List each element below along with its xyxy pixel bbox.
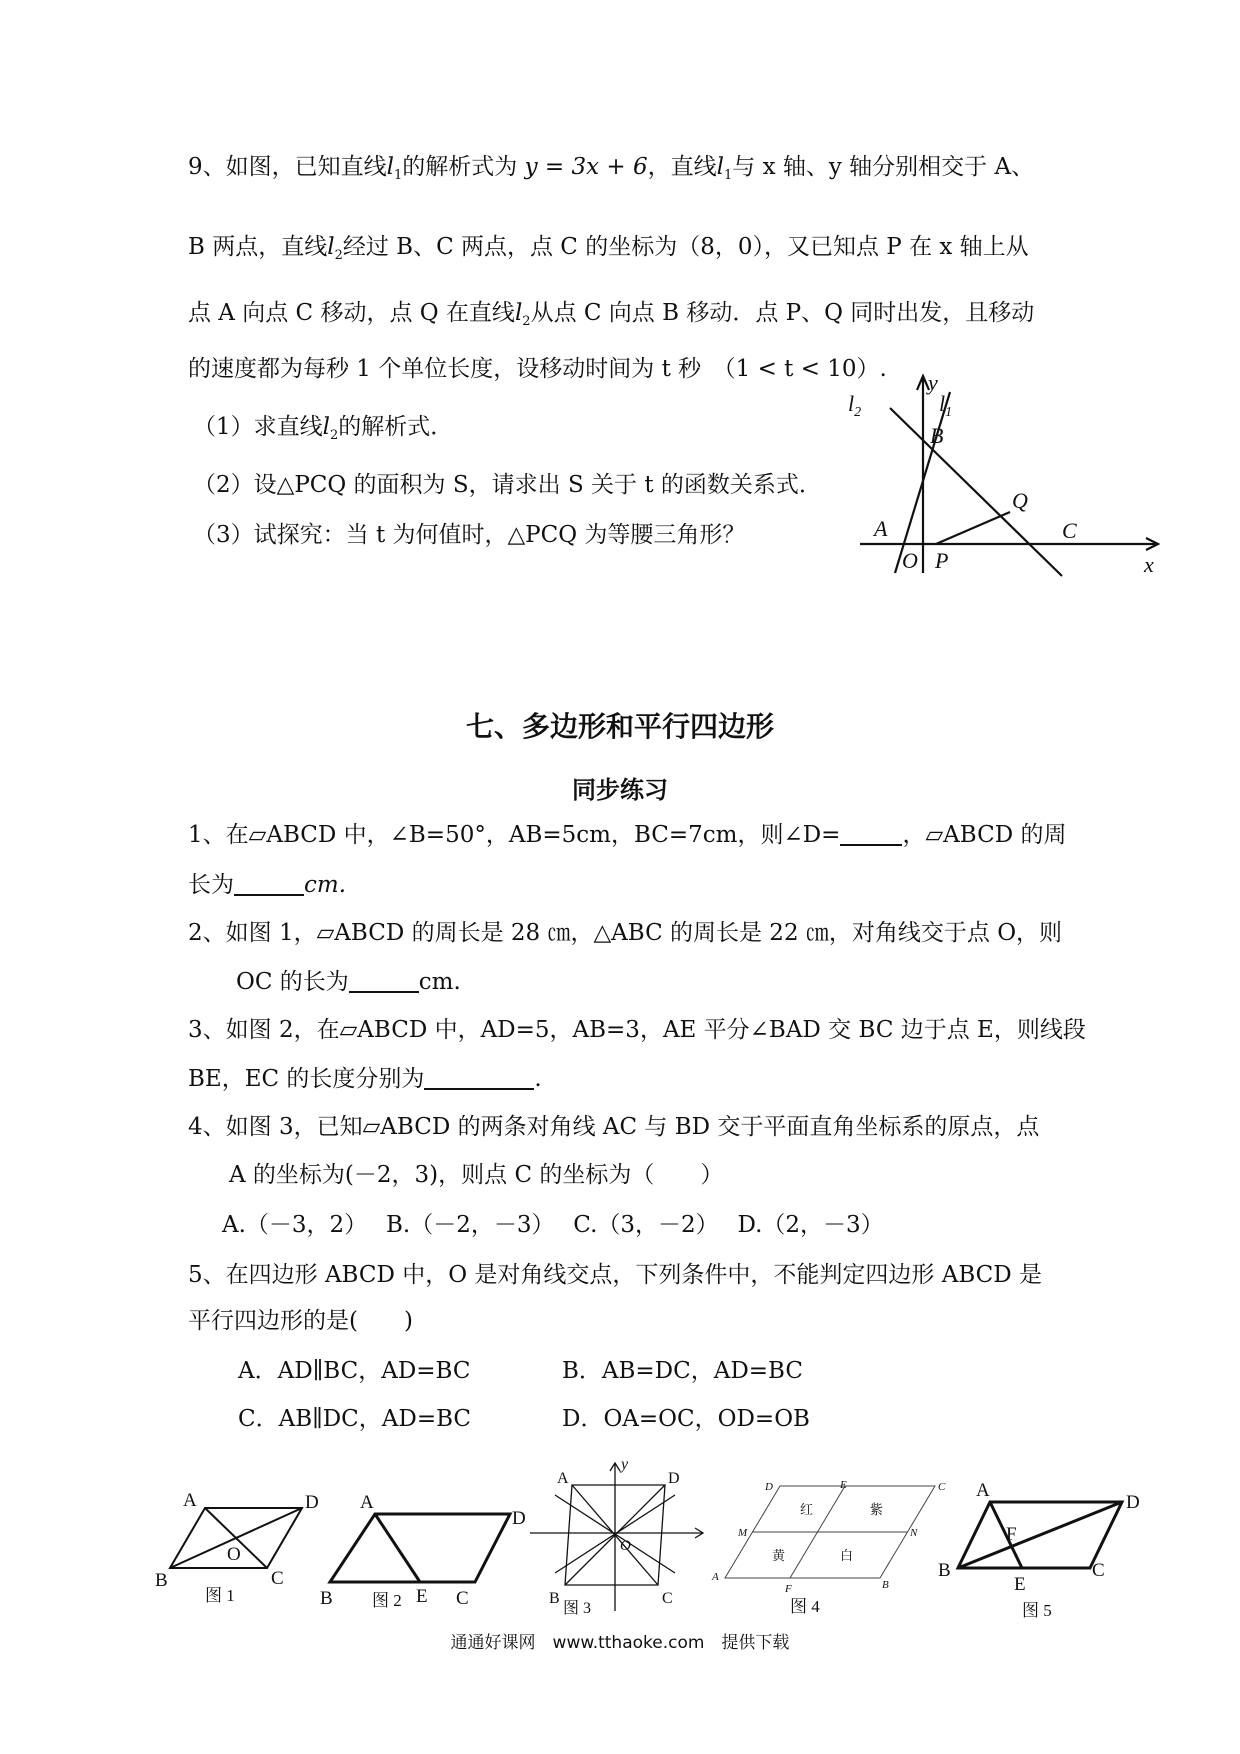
exercise-options: A.（－3，2） B.（－2，－3） C.（3，－2） D.（2，－3） <box>222 1212 884 1238</box>
exercise-5-option-a: A．AD∥BC，AD=BC <box>238 1358 471 1384</box>
fig9-label-x: x <box>1144 552 1154 577</box>
fig9-label-y: y <box>928 370 938 395</box>
figure-2 <box>320 1488 530 1608</box>
exercise-5-option-c: C．AB∥DC，AD=BC <box>238 1406 472 1432</box>
section-subtitle: 同步练习 <box>572 776 668 804</box>
fig5-diagonal-bd <box>958 1502 1122 1568</box>
fig5-label-C: C <box>1092 1560 1105 1581</box>
exercise-text: ABCD 的周长是 28 ㎝，△ABC 的周长是 22 ㎝，对角线交于点 O，则 <box>334 920 1063 946</box>
q9-text: （1）求直线 <box>193 414 323 440</box>
fig5-label-A: A <box>976 1480 990 1501</box>
exercise-text: . <box>534 1066 542 1092</box>
exercise-text: cm. <box>304 872 347 898</box>
l1-symbol: $l_1$ <box>716 154 733 183</box>
parallelogram-symbol: ▱ <box>362 1114 381 1140</box>
q9-text: （2）设△PCQ 的面积为 S，请求出 S 关于 t 的函数关系式． <box>193 472 822 498</box>
answer-blank[interactable] <box>424 1066 534 1090</box>
exercise-text: 平行四边形的是( ) <box>188 1308 413 1334</box>
q9-text: B 两点，直线 <box>188 234 328 260</box>
fig4-label-B: B <box>882 1579 889 1591</box>
exercise-text: 2、如图 1， <box>188 920 317 946</box>
exercise-1-line-2 <box>188 870 346 900</box>
l1-formula: y = 3x + 6 <box>524 154 648 180</box>
figure-4 <box>700 1478 946 1618</box>
fig3-label-D: D <box>668 1470 680 1487</box>
fig1-caption: 图 1 <box>205 1586 235 1605</box>
exercise-4-line-2 <box>229 1160 723 1190</box>
answer-blank[interactable] <box>349 969 419 993</box>
fig2-label-C: C <box>456 1588 469 1609</box>
parallelogram-symbol: ▱ <box>925 822 944 848</box>
fig1-label-O: O <box>227 1544 241 1565</box>
fig4-label-D: D <box>765 1481 773 1493</box>
fig4-region-yellow: 黄 <box>772 1548 786 1563</box>
q9-text: 9、如图，已知直线 <box>188 154 387 180</box>
figure-1 <box>155 1488 325 1608</box>
q9-text: 点 A 向点 C 移动，点 Q 在直线 <box>188 300 515 326</box>
fig2-label-B: B <box>320 1588 333 1609</box>
exercise-text: OC 的长为 <box>236 969 349 995</box>
fig3-label-A: A <box>557 1470 569 1487</box>
fig9-label-C: C <box>1062 518 1077 543</box>
parallelogram-symbol: ▱ <box>339 1017 358 1043</box>
exercise-text: A 的坐标为(－2，3)，则点 C 的坐标为（ ） <box>229 1162 724 1188</box>
fig1-label-D: D <box>305 1492 319 1513</box>
l2-symbol: $l_2$ <box>514 300 531 329</box>
exercise-text: 5、在四边形 ABCD 中，O 是对角线交点，下列条件中，不能判定四边形 ABCD 是 <box>188 1262 1042 1288</box>
exercise-text: ABCD 中，AD=5，AB=3，AE 平分∠BAD 交 BC 边于点 E，则线段 <box>357 1017 1086 1043</box>
fig3-label-B: B <box>549 1590 560 1607</box>
exercise-1-line-1 <box>188 820 1066 850</box>
fig9-label-l1: $l_1$ <box>939 391 953 420</box>
l1-symbol: $l_1$ <box>386 154 403 183</box>
fig4-label-F: F <box>785 1583 792 1595</box>
fig2-label-D: D <box>512 1508 526 1529</box>
fig5-label-D: D <box>1126 1492 1140 1513</box>
q9-text: 的速度都为每秒 1 个单位长度，设移动时间为 t 秒 （1 < t < 10）. <box>188 356 887 382</box>
q9-line-2 <box>188 232 1029 271</box>
l2-symbol: $l_2$ <box>327 234 343 263</box>
exercise-4-line-1 <box>188 1112 1039 1142</box>
q9-text: 从点 C 向点 B 移动．点 P、Q 同时出发，且移动 <box>530 300 1035 326</box>
q9-line-3 <box>188 298 1034 337</box>
fig4-label-E: E <box>840 1479 847 1491</box>
exercise-text: BE，EC 的长度分别为 <box>188 1066 425 1092</box>
segment-PQ <box>936 512 1010 544</box>
exercise-5-option-d: D．OA=OC，OD=OB <box>562 1406 810 1432</box>
q9-text: ，直线 <box>647 154 717 180</box>
fig2-caption: 图 2 <box>372 1591 402 1610</box>
exercise-5-line-2 <box>188 1306 413 1336</box>
q9-text: 的解析式为 <box>402 154 518 180</box>
q9-text: 的解析式． <box>338 414 454 440</box>
exercise-5-option-b: B．AB=DC，AD=BC <box>562 1358 803 1384</box>
fig3-label-C: C <box>662 1590 673 1607</box>
section-title: 七、多边形和平行四边形 <box>465 710 774 743</box>
fig3-label-O: O <box>620 1538 631 1554</box>
fig2-bisector-ae <box>375 1514 420 1582</box>
fig9-label-O: O <box>902 548 918 573</box>
exercise-3-line-2 <box>188 1064 542 1094</box>
exercise-text: cm. <box>418 969 461 995</box>
fig1-label-B: B <box>155 1570 168 1591</box>
figure-5 <box>930 1480 1165 1620</box>
fig5-label-F: F <box>1006 1524 1017 1545</box>
exercise-text: 4、如图 3，已知 <box>188 1114 363 1140</box>
fig2-label-E: E <box>416 1586 428 1607</box>
figure-3 <box>525 1455 705 1615</box>
fig5-label-B: B <box>938 1560 951 1581</box>
q9-coordinate-figure <box>840 368 1170 578</box>
exercise-text: ABCD 的周 <box>943 822 1067 848</box>
fig5-caption: 图 5 <box>1022 1601 1052 1620</box>
fig9-label-A: A <box>874 516 888 541</box>
q9-line-4 <box>188 354 887 384</box>
exercise-text: 长为 <box>188 872 234 898</box>
exercise-text: ， <box>902 822 926 848</box>
parallelogram-symbol: ▱ <box>248 822 267 848</box>
q9-text: 与 x 轴、y 轴分别相交于 A、 <box>732 154 1035 180</box>
exercise-4-options <box>222 1210 884 1240</box>
exercise-5-line-1 <box>188 1260 1042 1290</box>
fig4-label-N: N <box>910 1527 918 1539</box>
fig4-label-M: M <box>738 1527 748 1539</box>
exercise-2-line-1 <box>188 918 1062 948</box>
fig9-label-B: B <box>930 423 944 448</box>
fig5-label-E: E <box>1014 1574 1026 1595</box>
q9-text: 经过 B、C 两点，点 C 的坐标为（8，0），又已知点 P 在 x 轴上从 <box>342 234 1029 260</box>
page-footer: 通通好课网 www.tthaoke.com 提供下载 <box>450 1633 790 1653</box>
q9-sub-3 <box>193 520 745 550</box>
fig3-caption: 图 3 <box>563 1600 592 1617</box>
exercise-text: ABCD 的两条对角线 AC 与 BD 交于平面直角坐标系的原点，点 <box>380 1114 1040 1140</box>
fig1-label-C: C <box>271 1568 284 1589</box>
q9-sub-2 <box>193 470 822 500</box>
q9-sub-1 <box>193 412 453 451</box>
fig1-label-A: A <box>183 1490 197 1511</box>
exercise-2-line-2 <box>236 967 461 997</box>
fig9-label-Q: Q <box>1012 488 1028 513</box>
fig4-label-A: A <box>712 1571 719 1583</box>
exercise-text: 1、在 <box>188 822 249 848</box>
fig2-label-A: A <box>360 1492 374 1513</box>
exercise-text: 3、如图 2，在 <box>188 1017 340 1043</box>
exercise-text: ABCD 中，∠B=50°，AB=5cm，BC=7cm，则∠D= <box>266 822 841 848</box>
parallelogram-symbol: ▱ <box>316 920 335 946</box>
l2-symbol: $l_2$ <box>322 414 339 443</box>
fig3-label-y: y <box>621 1456 629 1473</box>
fig2-parallelogram <box>330 1514 510 1582</box>
q9-line-1 <box>188 152 1034 191</box>
fig4-region-red: 红 <box>800 1502 814 1517</box>
fig9-label-P: P <box>935 548 949 573</box>
answer-blank[interactable] <box>234 872 304 896</box>
fig9-label-l2: $l_2$ <box>848 391 862 420</box>
fig4-caption: 图 4 <box>790 1597 820 1616</box>
exercise-3-line-1 <box>188 1015 1086 1045</box>
fig4-label-C: C <box>938 1481 946 1493</box>
answer-blank[interactable] <box>840 822 902 846</box>
q9-text: （3）试探究：当 t 为何值时，△PCQ 为等腰三角形？ <box>193 522 746 548</box>
fig4-region-white: 白 <box>840 1548 854 1563</box>
fig4-region-purple: 紫 <box>870 1502 884 1517</box>
